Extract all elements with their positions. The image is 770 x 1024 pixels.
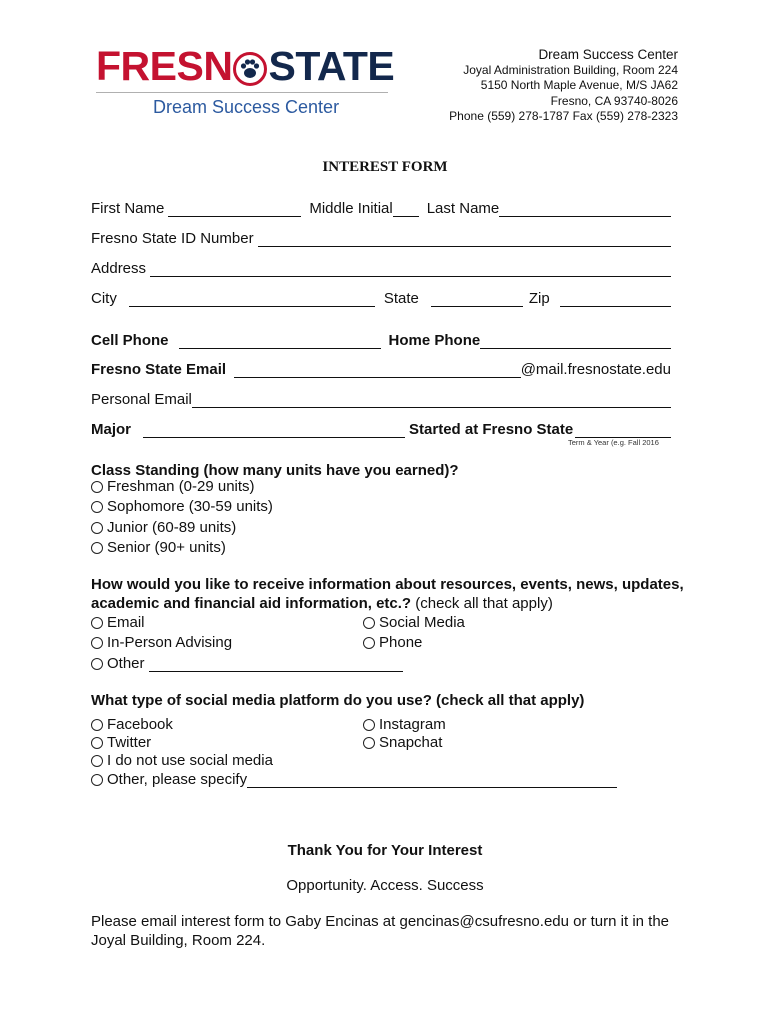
social-media-question: What type of social media platform do you use? (check all that apply) [91, 692, 585, 709]
option-label: Other, please specify [107, 771, 248, 788]
fs-email-suffix: @mail.fresnostate.edu [520, 361, 671, 378]
radio-icon[interactable] [363, 637, 375, 649]
student-id-label: Fresno State ID Number [91, 230, 254, 247]
thank-you-heading: Thank You for Your Interest [287, 842, 483, 859]
receive-option-phone[interactable] [363, 634, 422, 651]
name-row [91, 200, 671, 217]
social-option-twitter[interactable] [91, 734, 151, 751]
middle-initial-label: Middle Initial [309, 200, 393, 217]
started-hint: Term & Year (e.g. Fall 2016 [568, 438, 659, 447]
office-address-block [449, 47, 678, 125]
personal-email-row [91, 391, 671, 408]
started-field[interactable] [575, 423, 671, 438]
social-other-specify-field[interactable] [247, 773, 617, 788]
personal-email-field[interactable] [192, 393, 671, 408]
first-name-label: First Name [91, 200, 165, 217]
last-name-label: Last Name [426, 200, 500, 217]
receive-info-question [91, 575, 691, 613]
logo-subtitle: Dream Success Center [153, 97, 340, 117]
logo-fresno-text: FRESN [96, 43, 233, 89]
form-title: INTEREST FORM [322, 159, 448, 175]
address-label: Address [91, 260, 147, 277]
social-option-instagram[interactable] [363, 716, 446, 733]
cell-phone-field[interactable] [179, 334, 381, 349]
phone-row [91, 332, 671, 349]
option-label: Sophomore (30-59 units) [107, 498, 273, 515]
receive-option-other[interactable] [91, 655, 403, 672]
option-label: Facebook [107, 716, 173, 733]
option-label: Other [107, 655, 145, 672]
middle-initial-field[interactable] [393, 202, 419, 217]
social-option-snapchat[interactable] [363, 734, 442, 751]
radio-icon[interactable] [91, 522, 103, 534]
student-id-field[interactable] [258, 232, 671, 247]
started-label: Started at Fresno State [409, 421, 574, 438]
major-label: Major [91, 421, 132, 438]
radio-icon[interactable] [91, 617, 103, 629]
address-line-4: Phone (559) 278-1787 Fax (559) 278-2323 [449, 109, 678, 123]
radio-icon[interactable] [363, 737, 375, 749]
social-option-other[interactable] [91, 771, 617, 788]
fs-email-row [91, 361, 671, 378]
radio-icon[interactable] [91, 737, 103, 749]
state-label: State [383, 290, 419, 307]
radio-icon[interactable] [91, 542, 103, 554]
radio-icon[interactable] [91, 481, 103, 493]
address-row [91, 260, 671, 277]
home-phone-label: Home Phone [388, 332, 481, 349]
fs-email-field[interactable] [234, 363, 521, 378]
option-label: Junior (60-89 units) [107, 519, 237, 536]
radio-icon[interactable] [91, 658, 103, 670]
social-option-none[interactable] [91, 752, 273, 769]
logo-divider [96, 92, 388, 93]
zip-field[interactable] [560, 292, 671, 307]
option-label: Instagram [379, 716, 446, 733]
logo-state-text: STATE [268, 43, 395, 89]
receive-option-in-person[interactable] [91, 634, 232, 651]
logo-wordmark [96, 43, 395, 89]
fresno-state-logo [96, 43, 395, 118]
option-label: Snapchat [379, 734, 443, 751]
address-title: Dream Success Center [538, 47, 678, 62]
option-label: In-Person Advising [107, 634, 233, 651]
personal-email-label: Personal Email [91, 391, 192, 408]
fs-email-label: Fresno State Email [91, 361, 227, 378]
option-label: Twitter [107, 734, 152, 751]
option-label: Social Media [379, 614, 465, 631]
class-option-junior[interactable] [91, 519, 236, 536]
option-label: Freshman (0-29 units) [107, 478, 255, 495]
city-field[interactable] [129, 292, 375, 307]
paw-print-icon [233, 52, 267, 86]
id-row [91, 230, 671, 247]
closing-instructions: Please email interest form to Gaby Encinas at gencinas@csufresno.edu or turn it in the Joyal Building, Room 224. [91, 913, 670, 949]
social-option-facebook[interactable] [91, 716, 173, 733]
address-line-2: 5150 North Maple Avenue, M/S JA62 [480, 78, 678, 92]
zip-label: Zip [528, 290, 550, 307]
address-line-3: Fresno, CA 93740-8026 [550, 93, 678, 108]
receive-info-note: (check all that apply) [415, 595, 553, 612]
class-option-freshman[interactable] [91, 478, 255, 495]
radio-icon[interactable] [91, 774, 103, 786]
last-name-field[interactable] [499, 202, 671, 217]
major-field[interactable] [143, 423, 405, 438]
receive-option-email[interactable] [91, 614, 145, 631]
city-row [91, 290, 671, 307]
home-phone-field[interactable] [480, 334, 671, 349]
class-standing-question: Class Standing (how many units have you earned)? [91, 462, 459, 479]
option-label: I do not use social media [107, 752, 273, 769]
class-option-senior[interactable] [91, 539, 226, 556]
motto: Opportunity. Access. Success [286, 877, 484, 894]
class-option-sophomore[interactable] [91, 498, 273, 515]
other-specify-field[interactable] [149, 657, 403, 672]
address-line-1: Joyal Administration Building, Room 224 [463, 62, 678, 77]
option-label: Senior (90+ units) [107, 539, 226, 556]
radio-icon[interactable] [91, 637, 103, 649]
option-label: Email [107, 614, 145, 631]
address-field[interactable] [150, 262, 671, 277]
receive-option-social-media[interactable] [363, 614, 465, 631]
radio-icon[interactable] [91, 755, 103, 767]
radio-icon[interactable] [363, 617, 375, 629]
radio-icon[interactable] [363, 719, 375, 731]
cell-phone-label: Cell Phone [91, 332, 169, 349]
city-label: City [91, 290, 117, 307]
state-field[interactable] [431, 292, 523, 307]
first-name-field[interactable] [168, 202, 301, 217]
receive-info-question-text: How would you like to receive information about resources, events, news, updates, academic and financial aid information, etc.? [91, 576, 684, 612]
radio-icon[interactable] [91, 501, 103, 513]
major-row [91, 421, 671, 438]
radio-icon[interactable] [91, 719, 103, 731]
option-label: Phone [379, 634, 423, 651]
